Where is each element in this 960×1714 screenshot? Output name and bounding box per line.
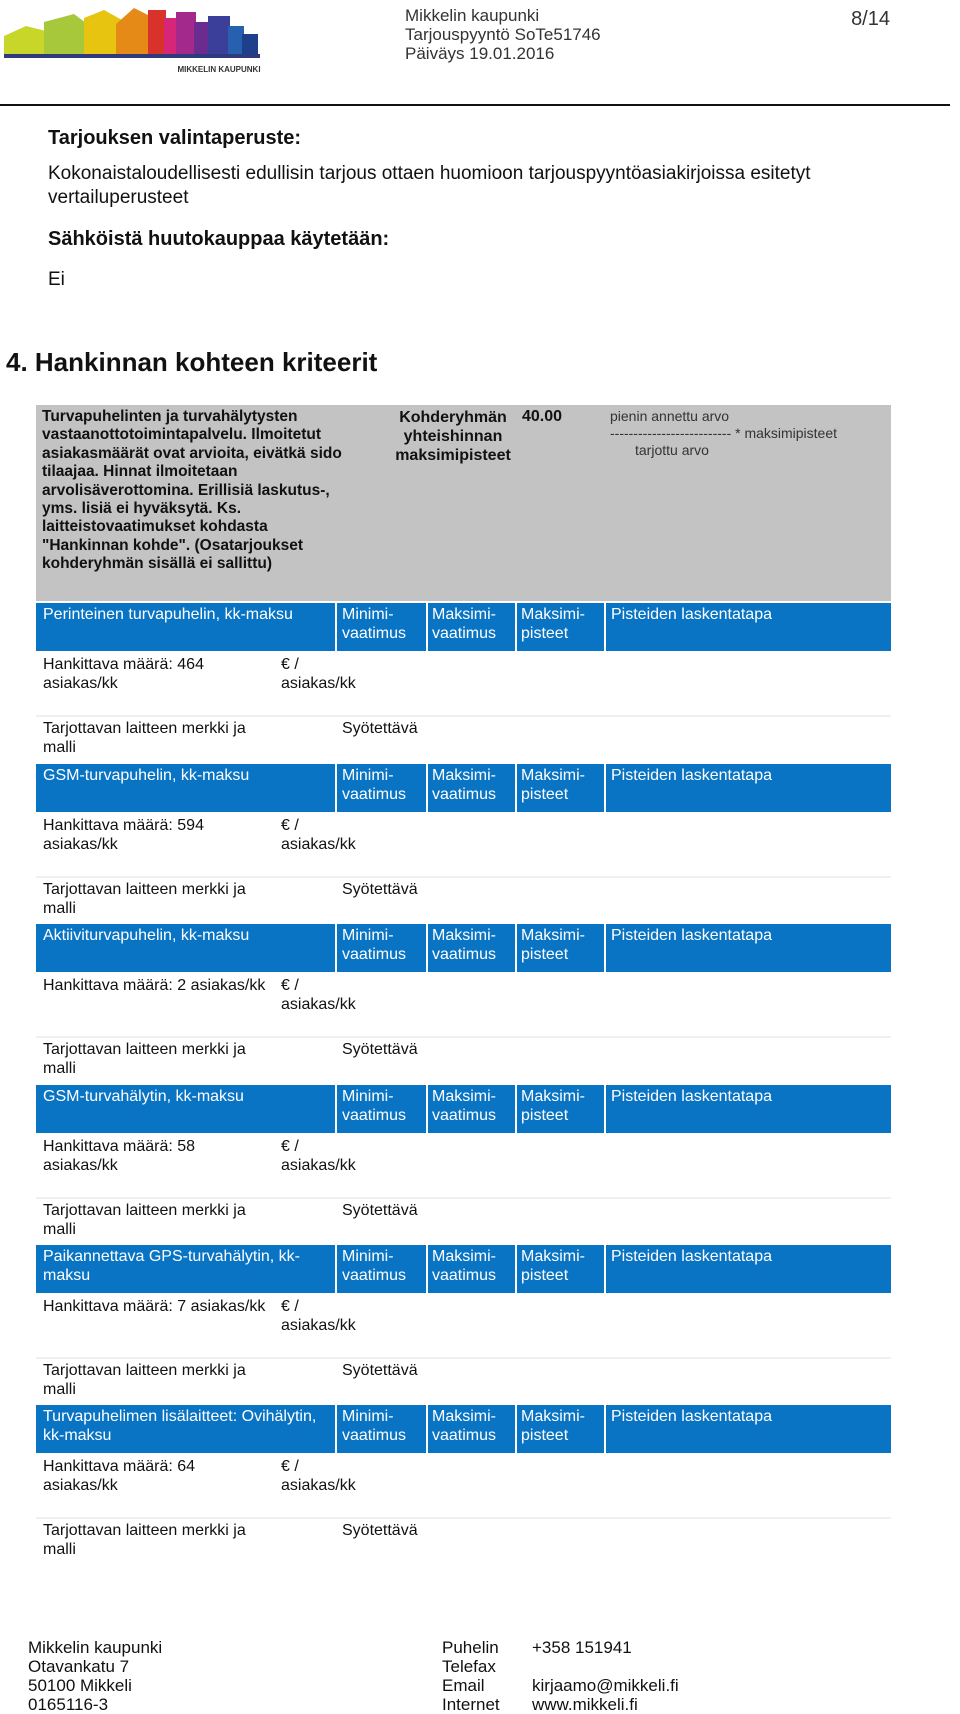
max-requirement-header: Maksimi-vaatimus — [432, 606, 497, 642]
scoring-method-header: Pisteiden laskentatapa — [611, 767, 772, 784]
header-doc: Tarjouspyyntö SoTe51746 — [405, 25, 601, 44]
formula-numerator: pienin annettu arvo — [610, 408, 730, 424]
footer-address — [28, 1638, 162, 1714]
item-title: Paikannettava GPS-turvahälytin, kk-maksu — [43, 1248, 301, 1284]
device-row — [36, 1359, 891, 1405]
max-requirement-header: Maksimi-vaatimus — [432, 1248, 497, 1284]
max-points-header: Maksimi-pisteet — [521, 1408, 585, 1444]
footer-business-id: 0165116-3 — [28, 1695, 109, 1714]
price-unit: € / asiakas/kk — [281, 656, 356, 692]
max-requirement-header: Maksimi-vaatimus — [432, 767, 497, 803]
device-row — [36, 717, 891, 763]
device-label: Tarjottavan laitteen merkki ja malli — [43, 1202, 246, 1238]
item-quantity-row — [36, 974, 891, 1038]
device-input[interactable]: Syötettävä — [342, 1041, 418, 1058]
item-quantity: Hankittava määrä: 464 asiakas/kk — [43, 656, 204, 692]
device-label: Tarjottavan laitteen merkki ja malli — [43, 1522, 246, 1558]
item-header — [36, 924, 891, 972]
price-unit: € / asiakas/kk — [281, 1298, 356, 1334]
device-label: Tarjottavan laitteen merkki ja malli — [43, 1041, 246, 1077]
item-header — [36, 764, 891, 812]
formula-denominator: tarjottu arvo — [635, 442, 709, 458]
max-points-header: Maksimi-pisteet — [521, 767, 585, 803]
item-quantity-row — [36, 814, 891, 878]
item-quantity: Hankittava määrä: 594 asiakas/kk — [43, 817, 204, 853]
max-requirement-header: Maksimi-vaatimus — [432, 1408, 497, 1444]
min-requirement-header: Minimi-vaatimus — [342, 767, 407, 803]
item-header — [36, 603, 891, 651]
phone-value: +358 151941 — [532, 1638, 632, 1657]
max-points-header: Maksimi-pisteet — [521, 927, 585, 963]
item-header — [36, 1405, 891, 1453]
points-formula — [610, 408, 837, 459]
item-quantity-row — [36, 1295, 891, 1359]
footer-name: Mikkelin kaupunki — [28, 1638, 163, 1657]
criteria-text: Kokonaistaloudellisesti edullisin tarjous ottaen huomioon tarjouspyyntöasiakirjoissa esitetyt vertailuperusteet — [48, 163, 811, 208]
min-requirement-header: Minimi-vaatimus — [342, 927, 407, 963]
device-row — [36, 1038, 891, 1084]
fax-value — [532, 1657, 679, 1676]
max-points-header: Maksimi-pisteet — [521, 1248, 585, 1284]
item-quantity-row — [36, 653, 891, 717]
auction-value: Ei — [48, 269, 65, 290]
device-input[interactable]: Syötettävä — [342, 881, 418, 898]
device-row — [36, 1519, 891, 1565]
group-description: Turvapuhelinten ja turvahälytysten vastaanottotoimintapalvelu. Ilmoitetut asiakasmäärät ovat arvioita, eivätkä sido tilaajaa. Hinnat ilmoitetaan arvolisäverottomina. Erillisiä laskutus-, yms. lisiä ei hyväksytä. Ks. laitteistovaatimukset kohdasta "Hankinnan kohde". (Osatarjoukset kohderyhmän sisällä ei sallittu) — [42, 408, 342, 573]
email-label: Email — [442, 1676, 485, 1695]
fax-label: Telefax — [442, 1657, 496, 1676]
web-link[interactable]: www.mikkeli.fi — [532, 1695, 638, 1714]
item-quantity: Hankittava määrä: 64 asiakas/kk — [43, 1458, 196, 1494]
device-label: Tarjottavan laitteen merkki ja malli — [43, 881, 246, 917]
mikkeli-logo — [4, 4, 272, 76]
item-title: Turvapuhelimen lisälaitteet: Ovihälytin, kk-maksu — [43, 1408, 317, 1444]
price-unit: € / asiakas/kk — [281, 1138, 356, 1174]
device-input[interactable]: Syötettävä — [342, 1522, 418, 1539]
item-quantity: Hankittava määrä: 2 asiakas/kk — [43, 977, 266, 994]
device-row — [36, 878, 891, 924]
auction-title: Sähköistä huutokauppaa käytetään: — [48, 228, 390, 250]
scoring-method-header: Pisteiden laskentatapa — [611, 606, 772, 623]
section-title: 4. Hankinnan kohteen kriteerit — [6, 347, 378, 377]
device-input[interactable]: Syötettävä — [342, 1362, 418, 1379]
footer-street: Otavankatu 7 — [28, 1657, 130, 1676]
header-divider — [0, 104, 950, 106]
page-number: 8/14 — [851, 8, 890, 30]
item-title: Aktiiviturvapuhelin, kk-maksu — [43, 927, 250, 944]
price-unit: € / asiakas/kk — [281, 977, 356, 1013]
scoring-method-header: Pisteiden laskentatapa — [611, 927, 772, 944]
item-quantity-row — [36, 1135, 891, 1199]
max-points-header: Maksimi-pisteet — [521, 606, 585, 642]
item-title: GSM-turvapuhelin, kk-maksu — [43, 767, 250, 784]
formula-fraction-line: -------------------------- * maksimipisteet — [610, 425, 838, 441]
item-quantity: Hankittava määrä: 7 asiakas/kk — [43, 1298, 266, 1315]
item-quantity: Hankittava määrä: 58 asiakas/kk — [43, 1138, 196, 1174]
device-label: Tarjottavan laitteen merkki ja malli — [43, 1362, 246, 1398]
logo-text: MIKKELIN KAUPUNKI — [177, 65, 261, 74]
max-requirement-header: Maksimi-vaatimus — [432, 1088, 497, 1124]
min-requirement-header: Minimi-vaatimus — [342, 1408, 407, 1444]
scoring-method-header: Pisteiden laskentatapa — [611, 1248, 772, 1265]
header-info — [405, 6, 601, 63]
item-title: GSM-turvahälytin, kk-maksu — [43, 1088, 244, 1105]
item-header — [36, 1085, 891, 1133]
item-header — [36, 1245, 891, 1293]
min-requirement-header: Minimi-vaatimus — [342, 1248, 407, 1284]
min-requirement-header: Minimi-vaatimus — [342, 1088, 407, 1124]
footer-city: 50100 Mikkeli — [28, 1676, 132, 1695]
web-label: Internet — [442, 1695, 500, 1714]
footer-contact-values — [532, 1638, 679, 1714]
phone-label: Puhelin — [442, 1638, 499, 1657]
device-input[interactable]: Syötettävä — [342, 1202, 418, 1219]
email-link[interactable]: kirjaamo@mikkeli.fi — [532, 1676, 679, 1695]
group-max-points: 40.00 — [522, 408, 563, 425]
item-quantity-row — [36, 1455, 891, 1519]
price-unit: € / asiakas/kk — [281, 817, 356, 853]
group-points-label: Kohderyhmän yhteishinnan maksimipisteet — [395, 409, 511, 464]
price-unit: € / asiakas/kk — [281, 1458, 356, 1494]
header-org: Mikkelin kaupunki — [405, 6, 540, 25]
scoring-method-header: Pisteiden laskentatapa — [611, 1408, 772, 1425]
scoring-method-header: Pisteiden laskentatapa — [611, 1088, 772, 1105]
min-requirement-header: Minimi-vaatimus — [342, 606, 407, 642]
footer-contact-labels — [442, 1638, 500, 1714]
header-date: Päiväys 19.01.2016 — [405, 44, 555, 63]
max-points-header: Maksimi-pisteet — [521, 1088, 585, 1124]
device-label: Tarjottavan laitteen merkki ja malli — [43, 720, 246, 756]
device-row — [36, 1199, 891, 1245]
criteria-title: Tarjouksen valintaperuste: — [48, 127, 302, 149]
item-title: Perinteinen turvapuhelin, kk-maksu — [43, 606, 293, 623]
max-requirement-header: Maksimi-vaatimus — [432, 927, 497, 963]
device-input[interactable]: Syötettävä — [342, 720, 418, 737]
